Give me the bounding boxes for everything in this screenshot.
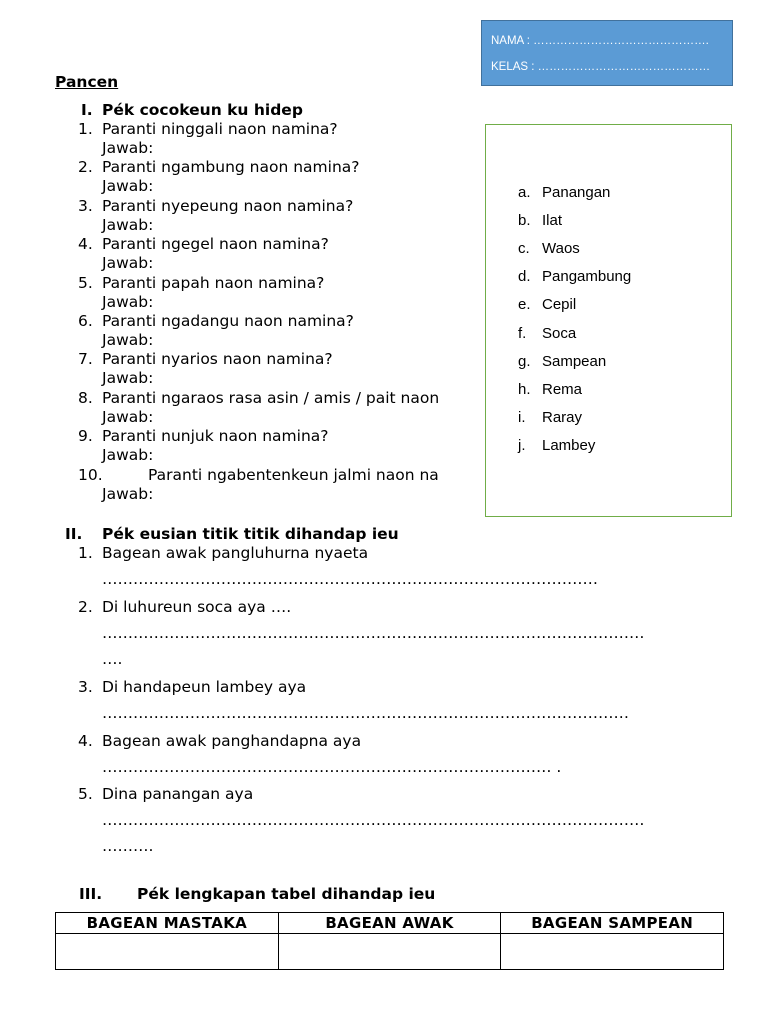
option-letter: f. [518,324,527,342]
item-number: 3. [78,678,93,696]
list-item [518,409,582,426]
option-text: Waos [542,240,580,258]
answer-table [55,912,724,970]
option-text: Rema [542,380,583,398]
list-item [518,437,595,454]
option-letter: j. [518,436,526,454]
item-text: Bagean awak panghandapna aya [102,732,362,750]
table-row [56,934,724,970]
answer-label[interactable]: Jawab: [102,292,154,311]
table-header-mastaka: BAGEAN MASTAKA [56,913,279,934]
table-cell-mastaka[interactable] [56,934,279,970]
answer-label[interactable]: Jawab: [102,254,154,273]
section-1-heading: Pék cocokeun ku hidep [102,101,303,119]
option-text: Ilat [542,212,563,230]
answer-label[interactable]: Jawab: [102,407,154,426]
option-text: Raray [542,408,583,426]
list-item [518,240,580,257]
table-cell-awak[interactable] [278,934,501,970]
answer-label[interactable]: Jawab: [102,139,154,157]
question-text: Paranti ngegel naon namina? [102,235,329,254]
question-text: Paranti papah naon namina? [102,273,325,292]
option-text: Lambey [542,436,596,454]
question-number: 3. [78,196,93,215]
option-text: Sampean [542,352,607,370]
answer-label[interactable]: Jawab: [102,215,154,234]
option-letter: d. [518,268,531,286]
question-number: 4. [78,235,93,254]
item-number: 4. [78,732,93,750]
question-text: Paranti ninggali naon namina? [102,120,338,138]
fill-in-blank[interactable]: …………………………………………………………………………… . [102,758,562,776]
table-header-awak: BAGEAN AWAK [278,913,501,934]
item-text: Bagean awak pangluhurna nyaeta [102,544,369,562]
list-item [518,381,582,398]
question-text: Paranti ngaraos rasa asin / amis / pait naon [102,388,440,407]
fill-in-blank[interactable]: …………………………………………………………………………………… [102,570,598,588]
answer-label[interactable]: Jawab: [102,331,154,349]
fill-in-blank-continued[interactable]: ………. [102,837,154,855]
class-field[interactable]: KELAS : ……………………………………… [491,61,711,73]
question-text: Paranti ngadangu naon namina? [102,312,354,330]
item-number: 2. [78,598,93,616]
question-number: 9. [78,427,93,446]
question-number: 7. [78,350,93,369]
section-2-roman: II. [65,525,83,543]
name-field[interactable]: NAMA : ………………………………………. [491,35,709,47]
item-number: 1. [78,544,93,562]
option-letter: a. [518,184,531,201]
question-number: 5. [78,273,93,292]
question-number: 6. [78,312,93,330]
list-item [518,212,562,229]
table-cell-sampean[interactable] [501,934,724,970]
option-text: Pangambung [542,268,632,286]
question-text: Paranti nyepeung naon namina? [102,196,354,215]
list-item [518,325,576,342]
fill-in-blank[interactable]: ………………………………………………………………………………………… [102,704,629,722]
table-header-row [56,913,724,934]
question-number: 2. [78,158,93,177]
list-item [518,353,606,370]
answer-label[interactable]: Jawab: [102,484,154,503]
question-text: Paranti ngambung naon namina? [102,158,360,177]
fill-in-blank[interactable]: …………………………………………………………………………………………… [102,811,645,829]
question-text: Paranti nyarios naon namina? [102,350,333,369]
list-item [518,296,576,313]
question-number: 1. [78,120,93,138]
option-letter: b. [518,212,531,230]
fill-in-blank-continued[interactable]: …. [102,650,123,668]
answer-label[interactable]: Jawab: [102,177,154,196]
item-text: Di luhureun soca aya …. [102,598,292,616]
section-3-roman: III. [79,885,103,903]
section-1-roman: I. [81,101,93,119]
section-3-heading: Pék lengkapan tabel dihandap ieu [137,885,436,903]
section-2-heading: Pék eusian titik titik dihandap ieu [102,525,399,543]
item-number: 5. [78,785,93,803]
item-text: Dina panangan aya [102,785,254,803]
page-title: Pancen [55,73,119,91]
question-text: Paranti nunjuk naon namina? [102,427,329,446]
question-text: Paranti ngabentenkeun jalmi naon na [148,465,439,484]
option-letter: g. [518,352,531,370]
option-letter: c. [518,240,530,258]
fill-in-blank[interactable]: …………………………………………………………………………………………… [102,624,645,642]
item-text: Di handapeun lambey aya [102,678,307,696]
list-item [518,268,631,285]
student-info-box [481,20,733,86]
option-letter: e. [518,296,531,314]
question-number: 10. [78,465,103,484]
table-header-sampean: BAGEAN SAMPEAN [501,913,724,934]
answer-label[interactable]: Jawab: [102,446,154,465]
option-letter: h. [518,380,531,398]
option-letter: i. [518,408,526,426]
question-number: 8. [78,388,93,407]
list-item [518,184,610,201]
option-text: Panangan [542,184,611,201]
answer-options-box [485,124,732,517]
option-text: Soca [542,324,577,342]
answer-label[interactable]: Jawab: [102,369,154,388]
option-text: Cepil [542,296,577,314]
